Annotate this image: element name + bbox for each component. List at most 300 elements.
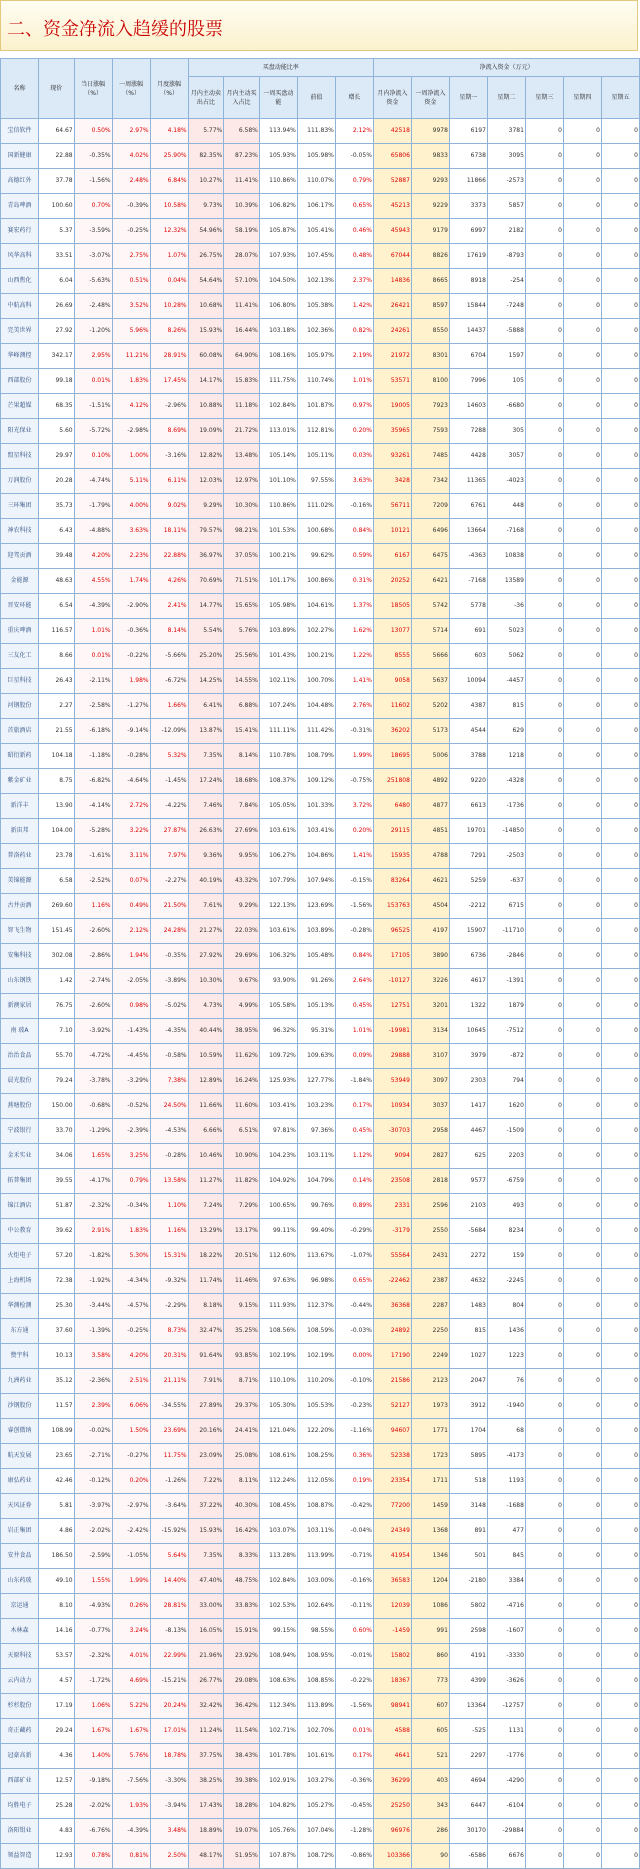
table-cell: 7485 — [411, 444, 449, 469]
table-cell: 6.54 — [39, 594, 75, 619]
table-cell: 21.96% — [188, 1644, 224, 1669]
table-cell: 17.43% — [188, 1794, 224, 1819]
table-cell: -1.61% — [74, 844, 112, 869]
table-cell: 102.71% — [259, 1719, 297, 1744]
table-cell: 9.95% — [224, 844, 260, 869]
table-cell: 64.90% — [224, 344, 260, 369]
table-cell: -6.76% — [74, 1819, 112, 1844]
table-cell: 104.86% — [297, 844, 335, 869]
table-cell: 9.29% — [224, 894, 260, 919]
table-cell: 锦江酒店 — [1, 1194, 39, 1219]
table-cell: 航天发展 — [1, 1444, 39, 1469]
table-cell: -254 — [487, 269, 525, 294]
table-cell: 97.63% — [259, 1269, 297, 1294]
table-cell: 108.79% — [297, 744, 335, 769]
table-cell: 48.17% — [188, 1844, 224, 1869]
table-cell: 11.82% — [224, 1169, 260, 1194]
table-cell: 0.84% — [335, 519, 373, 544]
table-cell: 302.08 — [39, 944, 75, 969]
table-cell: 102.13% — [297, 269, 335, 294]
table-cell: -6.18% — [74, 719, 112, 744]
table-cell: 52887 — [373, 169, 411, 194]
table-cell: 113.94% — [259, 119, 297, 144]
table-cell: 1.74% — [112, 569, 150, 594]
table-cell: -7168 — [449, 569, 487, 594]
table-cell: 3.58% — [74, 1344, 112, 1369]
table-cell: 0 — [601, 969, 639, 994]
table-row — [1, 1394, 640, 1419]
table-cell: 0.04% — [150, 269, 188, 294]
table-cell: -1.84% — [335, 1069, 373, 1094]
table-cell: 10.13 — [39, 1344, 75, 1369]
table-cell: -2.02% — [74, 1519, 112, 1544]
table-row — [1, 219, 640, 244]
table-cell: 6613 — [449, 794, 487, 819]
table-cell: 0 — [525, 394, 563, 419]
table-cell: 26.75% — [188, 244, 224, 269]
table-cell: 0 — [525, 1794, 563, 1819]
table-cell: 108.25% — [297, 1444, 335, 1469]
table-cell: -0.22% — [335, 1669, 373, 1694]
table-cell: 0 — [525, 544, 563, 569]
table-cell: 5173 — [411, 719, 449, 744]
table-cell: 76 — [487, 1369, 525, 1394]
table-cell: 28.07% — [224, 244, 260, 269]
table-cell: 20.28 — [39, 469, 75, 494]
table-cell: 0 — [525, 1244, 563, 1269]
table-cell: 54.96% — [188, 219, 224, 244]
table-cell: 67044 — [373, 244, 411, 269]
table-cell: 0 — [601, 1394, 639, 1419]
table-cell: 991 — [411, 1619, 449, 1644]
table-cell: 109.12% — [297, 769, 335, 794]
table-cell: 11.60% — [224, 1094, 260, 1119]
table-cell: 45943 — [373, 219, 411, 244]
table-cell: -0.22% — [112, 644, 150, 669]
table-cell: 10.30% — [188, 969, 224, 994]
table-cell: -0.03% — [335, 1319, 373, 1344]
table-cell: 111.93% — [259, 1294, 297, 1319]
table-cell: 23508 — [373, 1169, 411, 1194]
table-cell: 云内动力 — [1, 1669, 39, 1694]
table-cell: 98.55% — [297, 1619, 335, 1644]
table-cell: 71.51% — [224, 569, 260, 594]
table-cell: 2.12% — [112, 919, 150, 944]
table-cell: -1.79% — [74, 494, 112, 519]
table-cell: 7.91% — [188, 1369, 224, 1394]
table-cell: -15.92% — [150, 1519, 188, 1544]
table-row — [1, 1744, 640, 1769]
table-cell: 4.69% — [112, 1669, 150, 1694]
table-cell: 108.95% — [297, 1644, 335, 1669]
table-cell: 8.26% — [150, 319, 188, 344]
table-cell: 53571 — [373, 369, 411, 394]
table-cell: 286 — [411, 1819, 449, 1844]
table-cell: 0 — [525, 1044, 563, 1069]
table-cell: 101.33% — [297, 794, 335, 819]
table-row — [1, 1019, 640, 1044]
table-cell: 21.55 — [39, 719, 75, 744]
table-cell: 4.01% — [112, 1644, 150, 1669]
table-cell: -0.01% — [335, 1644, 373, 1669]
table-cell: 0.01% — [335, 1719, 373, 1744]
table-cell: 110.86% — [259, 169, 297, 194]
table-cell: 0.70% — [74, 194, 112, 219]
table-cell: 58.19% — [224, 219, 260, 244]
table-row — [1, 744, 640, 769]
table-cell: 15.93% — [188, 1519, 224, 1544]
table-cell: 103366 — [373, 1844, 411, 1869]
table-cell: -0.36% — [112, 619, 150, 644]
table-cell: 0 — [563, 1794, 601, 1819]
table-cell: 1223 — [487, 1344, 525, 1369]
table-cell: 1.10% — [150, 1194, 188, 1219]
table-cell: 8665 — [411, 269, 449, 294]
table-cell: 0 — [601, 1144, 639, 1169]
table-cell: 2550 — [411, 1219, 449, 1244]
table-cell: 891 — [449, 1519, 487, 1544]
table-cell: 2.76% — [335, 694, 373, 719]
table-cell: 4588 — [373, 1719, 411, 1744]
table-cell: -2.32% — [74, 1644, 112, 1669]
table-cell: 青岛啤酒 — [1, 194, 39, 219]
table-cell: 108.63% — [259, 1669, 297, 1694]
table-cell: 14.25% — [188, 669, 224, 694]
table-cell: 0.60% — [335, 1619, 373, 1644]
table-cell: -5.72% — [74, 419, 112, 444]
table-cell: 3428 — [373, 469, 411, 494]
table-cell: 105.48% — [297, 944, 335, 969]
table-cell: 10121 — [373, 519, 411, 544]
table-cell: 0 — [525, 369, 563, 394]
table-row — [1, 1819, 640, 1844]
table-cell: 40.44% — [188, 1019, 224, 1044]
table-cell: 0.45% — [335, 1119, 373, 1144]
table-cell: 10.90% — [224, 1144, 260, 1169]
table-cell: 睿创微纳 — [1, 1419, 39, 1444]
table-cell: 17.19 — [39, 1694, 75, 1719]
col-thu: 星期四 — [563, 77, 601, 119]
table-cell: 0 — [563, 894, 601, 919]
table-row — [1, 1219, 640, 1244]
table-cell: 103.41% — [259, 1094, 297, 1119]
table-cell: 0 — [525, 494, 563, 519]
table-cell: 103.27% — [297, 1769, 335, 1794]
table-cell: -0.86% — [335, 1844, 373, 1869]
table-cell: 448 — [487, 494, 525, 519]
table-cell: 3037 — [411, 1094, 449, 1119]
table-cell: -8.13% — [150, 1619, 188, 1644]
table-row — [1, 1344, 640, 1369]
table-cell: 3788 — [449, 744, 487, 769]
table-cell: 0 — [525, 1519, 563, 1544]
table-cell: 芒果超媒 — [1, 394, 39, 419]
table-cell: 159 — [487, 1244, 525, 1269]
table-cell: 2.72% — [112, 794, 150, 819]
table-cell: 110.74% — [297, 369, 335, 394]
table-cell: 8.14% — [224, 744, 260, 769]
table-cell: 0 — [525, 769, 563, 794]
table-cell: 107.94% — [297, 869, 335, 894]
table-cell: -1.05% — [112, 1544, 150, 1569]
table-cell: 42518 — [373, 119, 411, 144]
table-cell: 4428 — [449, 444, 487, 469]
table-cell: 1417 — [449, 1094, 487, 1119]
table-cell: 0 — [525, 894, 563, 919]
table-cell: -0.42% — [335, 1494, 373, 1519]
table-cell: 0 — [525, 1594, 563, 1619]
table-cell: 105.14% — [259, 444, 297, 469]
col-price: 现价 — [39, 59, 75, 119]
table-cell: 107.79% — [259, 869, 297, 894]
table-cell: -0.23% — [335, 1394, 373, 1419]
table-cell: 6.88% — [224, 694, 260, 719]
table-cell: 91.64% — [188, 1344, 224, 1369]
table-row — [1, 894, 640, 919]
table-cell: 106.27% — [259, 844, 297, 869]
table-cell: 21586 — [373, 1369, 411, 1394]
table-cell: 18.78% — [150, 1744, 188, 1769]
table-cell: 0 — [601, 1719, 639, 1744]
table-cell: 43.32% — [224, 869, 260, 894]
table-cell: 10838 — [487, 544, 525, 569]
table-cell: -5.66% — [150, 644, 188, 669]
table-cell: 1704 — [449, 1419, 487, 1444]
table-cell: 16.24% — [224, 1069, 260, 1094]
table-cell: 0 — [563, 694, 601, 719]
table-cell: 2596 — [411, 1194, 449, 1219]
table-cell: 11602 — [373, 694, 411, 719]
table-cell: 1.42% — [335, 294, 373, 319]
table-cell: -1.07% — [335, 1244, 373, 1269]
table-cell: 110.10% — [259, 1369, 297, 1394]
table-cell: 0.89% — [335, 1194, 373, 1219]
table-cell: 0 — [601, 1469, 639, 1494]
table-cell: 0 — [563, 1694, 601, 1719]
table-cell: 0 — [563, 1369, 601, 1394]
table-cell: 0 — [525, 1369, 563, 1394]
table-cell: 52338 — [373, 1444, 411, 1469]
table-cell: 18505 — [373, 594, 411, 619]
table-cell: 9179 — [411, 219, 449, 244]
table-cell: 0 — [601, 1819, 639, 1844]
table-cell: 15.31% — [150, 1244, 188, 1269]
table-cell: 18.28% — [224, 1794, 260, 1819]
table-cell: 28.81% — [150, 1594, 188, 1619]
table-cell: 6.11% — [150, 469, 188, 494]
table-cell: -0.02% — [74, 1419, 112, 1444]
table-cell: 51.95% — [224, 1844, 260, 1869]
table-cell: -1.56% — [335, 894, 373, 919]
table-cell: 0 — [601, 269, 639, 294]
table-cell: 0 — [601, 894, 639, 919]
table-cell: 1.83% — [112, 1219, 150, 1244]
table-cell: 10.30% — [224, 494, 260, 519]
table-cell: 101.43% — [259, 644, 297, 669]
table-row — [1, 1719, 640, 1744]
table-cell: 56711 — [373, 494, 411, 519]
table-cell: 0 — [563, 1319, 601, 1344]
table-cell: 2272 — [449, 1244, 487, 1269]
table-cell: 3.24% — [112, 1619, 150, 1644]
table-cell: 0 — [525, 169, 563, 194]
table-cell: 0 — [601, 394, 639, 419]
table-cell: 6715 — [487, 894, 525, 919]
table-cell: 27.92 — [39, 319, 75, 344]
table-cell: 36368 — [373, 1294, 411, 1319]
table-cell: 104.50% — [259, 269, 297, 294]
table-cell: 103.07% — [259, 1519, 297, 1544]
table-cell: 7.10 — [39, 1019, 75, 1044]
table-cell: 0 — [601, 1019, 639, 1044]
table-cell: -2.60% — [74, 994, 112, 1019]
table-row — [1, 669, 640, 694]
table-cell: 127.77% — [297, 1069, 335, 1094]
table-cell: 6.43 — [39, 519, 75, 544]
table-cell: 5.32% — [150, 744, 188, 769]
table-cell: 72.38 — [39, 1269, 75, 1294]
table-cell: -0.15% — [335, 869, 373, 894]
table-cell: 0 — [601, 694, 639, 719]
col-week-change: 一周涨幅（%） — [112, 59, 150, 119]
table-cell: 9.29% — [188, 494, 224, 519]
table-cell: -1.45% — [150, 769, 188, 794]
table-cell: 0 — [601, 294, 639, 319]
table-cell: 9220 — [449, 769, 487, 794]
table-cell: -0.16% — [335, 494, 373, 519]
table-cell: 21.72% — [224, 419, 260, 444]
table-cell: 14603 — [449, 394, 487, 419]
table-cell: 0 — [525, 1494, 563, 1519]
table-cell: 4632 — [449, 1269, 487, 1294]
table-row — [1, 1044, 640, 1069]
table-cell: 4.00% — [112, 494, 150, 519]
col-tue: 星期二 — [487, 77, 525, 119]
table-cell: -4.45% — [112, 1044, 150, 1069]
table-cell: 804 — [487, 1294, 525, 1319]
table-cell: 60.08% — [188, 344, 224, 369]
table-cell: 103.23% — [297, 1094, 335, 1119]
table-cell: 13.87% — [188, 719, 224, 744]
table-cell: 0 — [563, 1619, 601, 1644]
table-cell: 0 — [525, 719, 563, 744]
table-cell: 0.79% — [335, 169, 373, 194]
table-cell: 0 — [601, 1069, 639, 1094]
table-cell: -4.74% — [74, 469, 112, 494]
table-cell: 100.60 — [39, 194, 75, 219]
table-cell: 2203 — [487, 1144, 525, 1169]
table-cell: 5.76% — [112, 1744, 150, 1769]
table-row — [1, 269, 640, 294]
table-cell: 19005 — [373, 394, 411, 419]
table-cell: 33.83% — [224, 1594, 260, 1619]
table-cell: 9577 — [449, 1169, 487, 1194]
table-cell: 0 — [601, 1194, 639, 1219]
table-cell: 0 — [601, 994, 639, 1019]
table-cell: 47.40% — [188, 1569, 224, 1594]
table-cell: 100.86% — [297, 569, 335, 594]
table-cell: 重庆啤酒 — [1, 619, 39, 644]
table-cell: 29.37% — [224, 1394, 260, 1419]
table-cell: 8301 — [411, 344, 449, 369]
table-cell: 305 — [487, 419, 525, 444]
table-row — [1, 344, 640, 369]
table-cell: 493 — [487, 1194, 525, 1219]
table-cell: 0.45% — [335, 994, 373, 1019]
table-cell: 3134 — [411, 1019, 449, 1044]
table-cell: 0 — [601, 1119, 639, 1144]
table-cell: -2.48% — [74, 294, 112, 319]
table-cell: 2182 — [487, 219, 525, 244]
table-cell: 0 — [563, 219, 601, 244]
table-cell: -0.11% — [335, 1594, 373, 1619]
table-cell: 0.19% — [335, 1469, 373, 1494]
table-cell: 1322 — [449, 994, 487, 1019]
table-cell: -0.28% — [335, 919, 373, 944]
table-cell: 39.48 — [39, 544, 75, 569]
table-cell: 奇正藏药 — [1, 1719, 39, 1744]
table-cell: 0 — [601, 1794, 639, 1819]
table-cell: 2303 — [449, 1069, 487, 1094]
table-cell: -0.31% — [335, 719, 373, 744]
table-cell: 中航高科 — [1, 294, 39, 319]
table-cell: 3.52% — [112, 294, 150, 319]
table-cell: 8.11% — [224, 1469, 260, 1494]
table-cell: -0.52% — [112, 1094, 150, 1119]
table-cell: 40.30% — [224, 1494, 260, 1519]
table-cell: 13.17% — [224, 1219, 260, 1244]
table-cell: 91.26% — [297, 969, 335, 994]
col-fri: 星期五 — [601, 77, 639, 119]
table-cell: 0 — [601, 344, 639, 369]
table-cell: 35965 — [373, 419, 411, 444]
table-cell: -1459 — [373, 1619, 411, 1644]
table-cell: 0 — [601, 1644, 639, 1669]
table-cell: 火炬电子 — [1, 1244, 39, 1269]
table-cell: -14850 — [487, 819, 525, 844]
table-cell: -0.04% — [335, 1519, 373, 1544]
table-cell: 3.63% — [112, 519, 150, 544]
table-cell: 7593 — [411, 419, 449, 444]
table-cell: 29.08% — [224, 1669, 260, 1694]
table-cell: -3626 — [487, 1669, 525, 1694]
table-cell: 1.37% — [335, 594, 373, 619]
table-cell: 0 — [563, 1119, 601, 1144]
table-cell: 0 — [601, 569, 639, 594]
table-cell: -7248 — [487, 294, 525, 319]
table-cell: -2.98% — [112, 419, 150, 444]
table-cell: -4363 — [449, 544, 487, 569]
table-cell: 8550 — [411, 319, 449, 344]
table-cell: 101.61% — [297, 1744, 335, 1769]
table-row — [1, 544, 640, 569]
table-cell: 0 — [563, 1144, 601, 1169]
table-cell: 9.36% — [188, 844, 224, 869]
table-cell: 9833 — [411, 144, 449, 169]
table-cell: 38.43% — [224, 1744, 260, 1769]
table-cell: 7.29% — [224, 1194, 260, 1219]
table-row — [1, 969, 640, 994]
table-cell: 2.91% — [74, 1219, 112, 1244]
table-cell: 29.69% — [224, 944, 260, 969]
table-cell: -1.29% — [74, 1119, 112, 1144]
table-cell: 0.01% — [74, 369, 112, 394]
table-cell: 106.32% — [259, 944, 297, 969]
table-cell: 24.28% — [150, 919, 188, 944]
table-cell: 11.21% — [112, 344, 150, 369]
table-cell: 0 — [525, 969, 563, 994]
table-cell: 105.38% — [297, 294, 335, 319]
